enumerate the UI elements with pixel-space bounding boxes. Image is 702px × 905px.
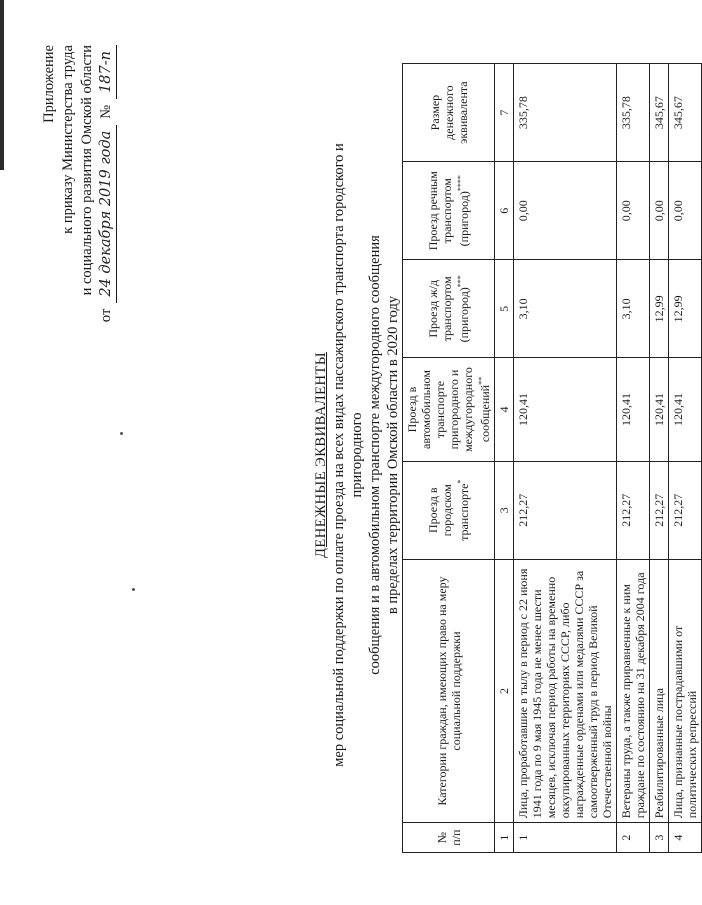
header-rail: Проезд ж/д транспортом (пригород)*** [403,260,495,358]
header-river: Проезд речным транспортом (пригород)**** [403,162,495,260]
cell-rail: 12,99 [650,260,669,358]
cell-total: 335,78 [514,64,617,162]
column-number: 3 [495,461,514,559]
scan-edge [0,0,4,170]
column-number: 7 [495,64,514,162]
row-category: Лица, признанные пострадавшими от политических репрессий [669,559,702,822]
cell-city: 212,27 [650,461,669,559]
cell-total: 345,67 [669,64,702,162]
header-total: Размер денежного эквивалента [403,64,495,162]
date-prefix: от [98,308,114,323]
heading-line-3: сообщения и в автомобильном транспорте междугородного сообщения [367,235,383,675]
heading-line-2: мер социальной поддержки по оплате проезда на всех видах пассажирского транспорта городского и пригородного [331,143,365,767]
document-page [22,35,699,875]
cell-total: 345,67 [650,64,669,162]
footnote-mark: **** [456,175,465,192]
footnote-mark: ** [477,376,486,385]
column-number-row [495,64,514,853]
cell-river: 0,00 [650,162,669,260]
appendix-line-3: и социального развития Омской области [79,45,95,296]
document-title: ДЕНЕЖНЫЕ ЭКВИВАЛЕНТЫ [313,352,329,558]
equivalents-table [402,63,702,853]
header-n: № п/п [403,823,495,853]
cell-auto: 120,41 [514,358,617,461]
header-category: Категории граждан, имеющих право на меру социальной поддержки [403,559,495,822]
cell-city: 212,27 [669,461,702,559]
handwritten-date: 24 декабря 2019 года [97,125,117,303]
column-number: 5 [495,260,514,358]
number-label: № [98,104,114,119]
header-auto: Проезд в автомобильном транспорте пригородного и междугородного сообщений** [403,358,495,461]
table-row [669,64,702,853]
cell-rail: 12,99 [669,260,702,358]
heading-line-4: в пределах территории Омской области в 2020 году [385,295,401,615]
cell-auto: 120,41 [669,358,702,461]
handwritten-number: 187-п [97,45,117,99]
appendix-header [40,45,117,322]
row-number: 1 [514,823,617,853]
cell-river: 0,00 [669,162,702,260]
table-row [650,64,669,853]
column-number: 4 [495,358,514,461]
header-city: Проезд в городском транспорте* [403,461,495,559]
row-number: 3 [650,823,669,853]
column-number: 1 [495,823,514,853]
cell-auto: 120,41 [617,358,650,461]
cell-rail: 3,10 [514,260,617,358]
cell-auto: 120,41 [650,358,669,461]
order-date-line [97,45,117,322]
row-number: 2 [617,823,650,853]
row-category: Реабилитированные лица [650,559,669,822]
appendix-line-1: Приложение [41,45,57,123]
cell-river: 0,00 [617,162,650,260]
table-row [617,64,650,853]
table-header-row [403,64,495,853]
cell-city: 212,27 [514,461,617,559]
cell-city: 212,27 [617,461,650,559]
cell-river: 0,00 [514,162,617,260]
table-row [514,64,617,853]
column-number: 6 [495,162,514,260]
row-category: Лица, проработавшие в тылу в период с 22 июня 1941 года по 9 мая 1945 года не менее шести месяцев, исключая период работы на временно оккупированных территориях СССР, либо награжденные орденами или медалями СССР за самоотверженный труд в период Великой Отечественной войны [514,559,617,822]
cell-rail: 3,10 [617,260,650,358]
appendix-line-2: к приказу Министерства труда [60,45,76,234]
footnote-mark: *** [456,275,465,288]
cell-total: 335,78 [617,64,650,162]
row-category: Ветераны труда, а также приравненные к ним граждане по состоянию на 31 декабря 2004 года [617,559,650,822]
document-heading [312,125,402,785]
column-number: 2 [495,559,514,822]
row-number: 4 [669,823,702,853]
footnote-mark: * [456,479,465,484]
